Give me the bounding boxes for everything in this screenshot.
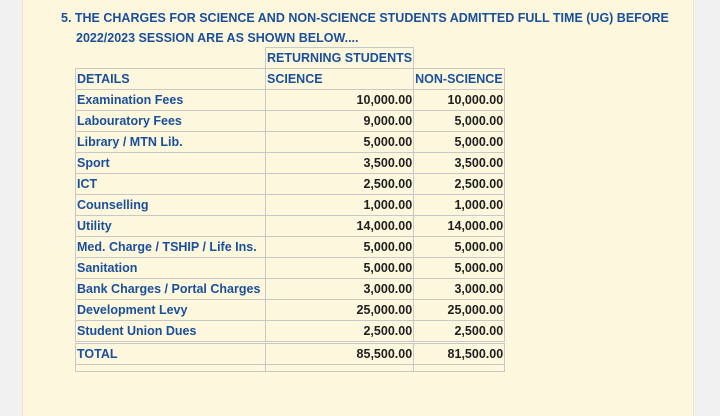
nonscience-amount-cell: 3,500.00 (414, 153, 505, 174)
total-nonscience-cell: 81,500.00 (414, 343, 505, 365)
science-amount-cell: 3,500.00 (266, 153, 414, 174)
table-row (76, 300, 505, 321)
table-row (76, 321, 505, 343)
fee-label-cell: Examination Fees (76, 90, 266, 111)
total-label-cell: TOTAL (76, 343, 266, 365)
table-row (76, 90, 505, 111)
table-row (76, 174, 505, 195)
table-column-header-row (76, 69, 505, 90)
fee-label-cell: Development Levy (76, 300, 266, 321)
nonscience-amount-cell: 3,000.00 (414, 279, 505, 300)
science-amount-cell: 5,000.00 (266, 258, 414, 279)
spacer-cell (76, 365, 266, 372)
total-science-cell: 85,500.00 (266, 343, 414, 365)
table-row (76, 279, 505, 300)
nonscience-amount-cell: 2,500.00 (414, 174, 505, 195)
fee-label-cell: Utility (76, 216, 266, 237)
empty-cell (414, 48, 505, 69)
science-amount-cell: 2,500.00 (266, 321, 414, 343)
spacer-cell (414, 365, 505, 372)
science-amount-cell: 14,000.00 (266, 216, 414, 237)
col-header-details: DETAILS (76, 69, 266, 90)
nonscience-amount-cell: 5,000.00 (414, 237, 505, 258)
fee-label-cell: Labouratory Fees (76, 111, 266, 132)
table-total-row (76, 343, 505, 365)
nonscience-amount-cell: 1,000.00 (414, 195, 505, 216)
nonscience-amount-cell: 5,000.00 (414, 132, 505, 153)
col-header-science: SCIENCE (266, 69, 414, 90)
table-row (76, 216, 505, 237)
nonscience-amount-cell: 10,000.00 (414, 90, 505, 111)
charges-table (75, 47, 505, 372)
table-row (76, 132, 505, 153)
fee-label-cell: Library / MTN Lib. (76, 132, 266, 153)
heading-line-2: 2022/2023 SESSION ARE AS SHOWN BELOW.... (76, 31, 359, 45)
spacer-cell (266, 365, 414, 372)
fee-label-cell: Sanitation (76, 258, 266, 279)
table-row (76, 153, 505, 174)
table-group-header-row (76, 48, 505, 69)
science-amount-cell: 10,000.00 (266, 90, 414, 111)
fee-label-cell: Counselling (76, 195, 266, 216)
science-amount-cell: 25,000.00 (266, 300, 414, 321)
table-row (76, 258, 505, 279)
fee-label-cell: ICT (76, 174, 266, 195)
fee-label-cell: Bank Charges / Portal Charges (76, 279, 266, 300)
nonscience-amount-cell: 5,000.00 (414, 111, 505, 132)
fee-label-cell: Med. Charge / TSHIP / Life Ins. (76, 237, 266, 258)
science-amount-cell: 1,000.00 (266, 195, 414, 216)
science-amount-cell: 3,000.00 (266, 279, 414, 300)
science-amount-cell: 5,000.00 (266, 237, 414, 258)
group-header-cell: RETURNING STUDENTS (266, 48, 414, 69)
table-row (76, 237, 505, 258)
nonscience-amount-cell: 25,000.00 (414, 300, 505, 321)
science-amount-cell: 5,000.00 (266, 132, 414, 153)
table-row (76, 111, 505, 132)
heading-line-1: 5. THE CHARGES FOR SCIENCE AND NON-SCIENCE STUDENTS ADMITTED FULL TIME (UG) BEFORE (61, 11, 669, 25)
table-row (76, 195, 505, 216)
science-amount-cell: 9,000.00 (266, 111, 414, 132)
fee-label-cell: Sport (76, 153, 266, 174)
section-heading (61, 8, 681, 48)
fee-label-cell: Student Union Dues (76, 321, 266, 343)
nonscience-amount-cell: 5,000.00 (414, 258, 505, 279)
nonscience-amount-cell: 2,500.00 (414, 321, 505, 343)
table-bottom-spacer-row (76, 365, 505, 372)
nonscience-amount-cell: 14,000.00 (414, 216, 505, 237)
col-header-nonscience: NON-SCIENCE (414, 69, 505, 90)
empty-cell (76, 48, 266, 69)
science-amount-cell: 2,500.00 (266, 174, 414, 195)
